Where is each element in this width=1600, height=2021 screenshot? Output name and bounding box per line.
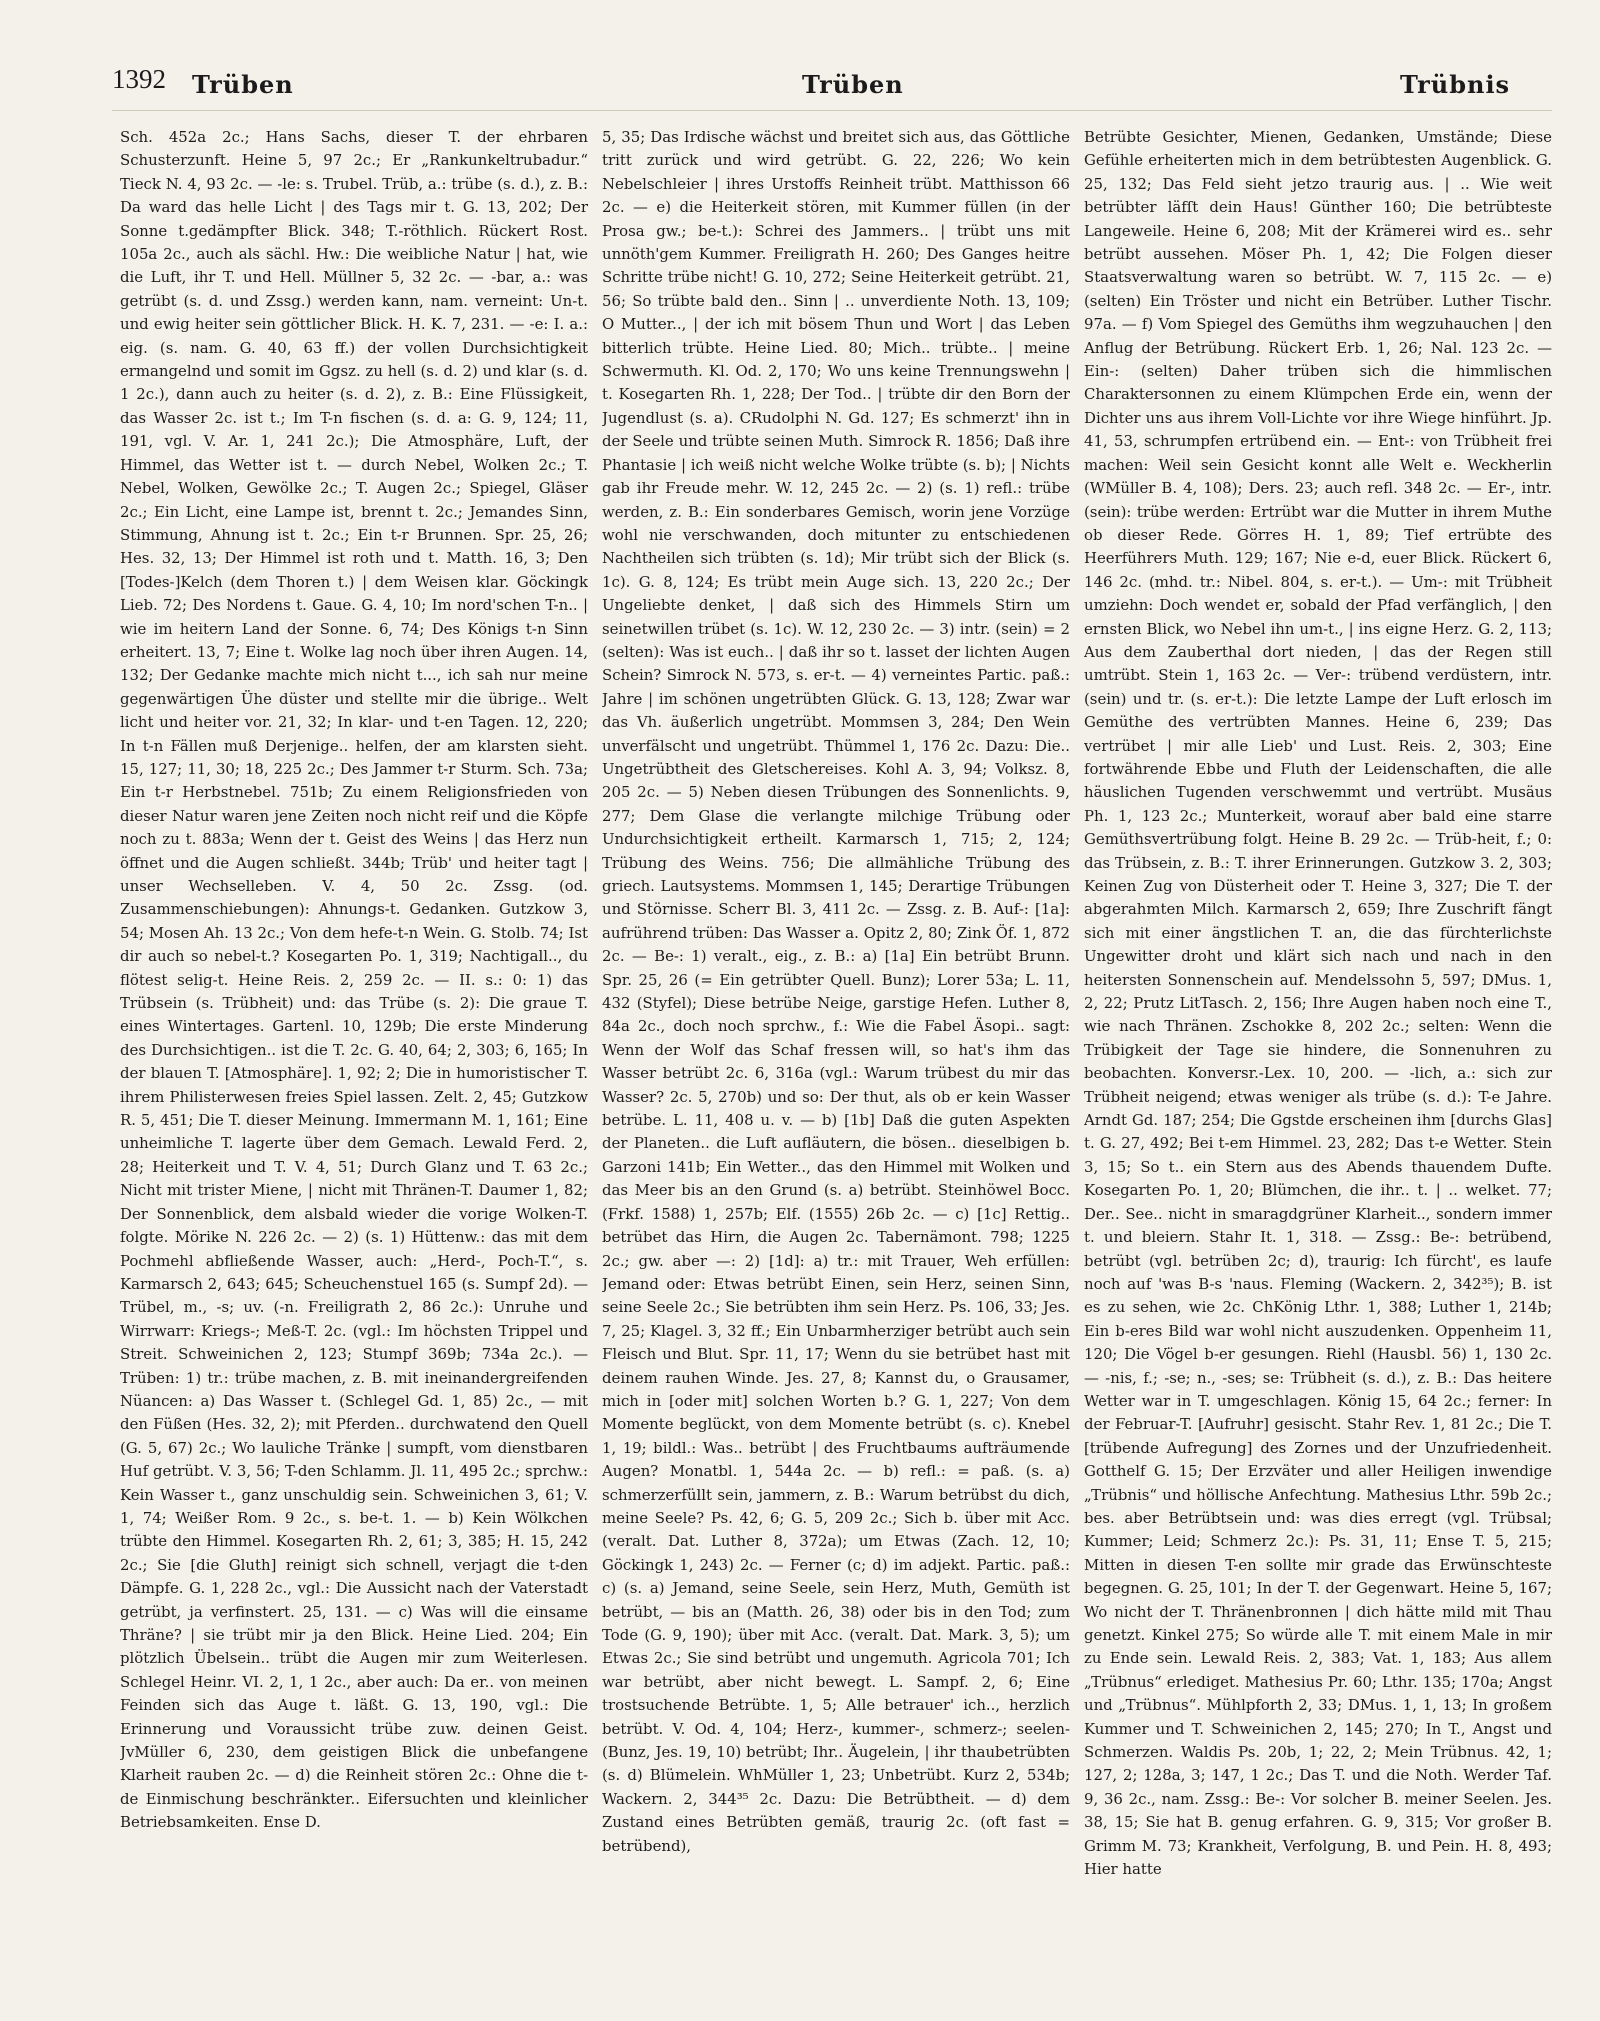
page-number: 1392	[112, 64, 166, 94]
column-middle	[602, 126, 1070, 1986]
header-rule	[112, 110, 1552, 111]
column-right	[1084, 126, 1552, 1986]
column-text: 5, 35; Das Irdische wächst und breitet sich aus, das Göttliche tritt zurück und wird getrübt. G. 22, 226; Wo kein Nebelschleier | ihres Urstoffs Reinheit trübt. Matthisson 66 2c. — e) die Heiterkeit stören, mit Kummer füllen (in der Prosa gw.; be-t.): Schrei des Jammers.. | trübt uns mit unnöth'gem Kummer. Freiligrath H. 260; Des Ganges heitre Schritte trübe nicht! G. 10, 272; Seine Heiterkeit getrübt. 21, 56; So trübte bald den.. Sinn | .. unverdiente Noth. 13, 109; O Mutter.., | der ich mit bösem Thun und Wort | das Leben bitterlich trübte. Heine Lied. 80; Mich.. trübte.. | meine Schwermuth. Kl. Od. 2, 170; Wo uns keine Trennungswehn | t. Kosegarten Rh. 1, 228; Der Tod.. | trübte dir den Born der Jugendlust (s. a). CRudolphi N. Gd. 127; Es schmerzt' ihn in der Seele und trübte seinen Muth. Simrock R. 1856; Daß ihre Phantasie | ich weiß nicht welche Wolke trübte (s. b); | Nichts gab ihr Freude mehr. W. 12, 245 2c. — 2) (s. 1) refl.: trübe werden, z. B.: Ein sonderbares Gemisch, worin jene Vorzüge wohl nie verschwanden, doch mitunter zu entschiedenen Nachtheilen sich trübten (s. 1d); Mir trübt sich der Blick (s. 1c). G. 8, 124; Es trübt mein Auge sich. 13, 220 2c.; Der Ungeliebte denket, | daß sich des Himmels Stirn um seinetwillen trübet (s. 1c). W. 12, 230 2c. — 3) intr. (sein) = 2 (selten): Was ist euch.. | daß ihr so t. lasset der lichten Augen Schein? Simrock N. 573, s. er-t. — 4) verneintes Partic. paß.: Jahre | im schönen ungetrübten Glück. G. 13, 128; Zwar war das Vh. äußerlich ungetrübt. Mommsen 3, 284; Den Wein unverfälscht und ungetrübt. Thümmel 1, 176 2c. Dazu: Die.. Ungetrübtheit des Gletschereises. Kohl A. 3, 94; Volksz. 8, 205 2c. — 5) Neben diesen Trübungen des Sonnenlichts. 9, 277; Dem Glase die verlangte milchige Trübung oder Undurchsichtigkeit ertheilt. Karmarsch 1, 715; 2, 124; Trübung des Weins. 756; Die allmähliche Trübung des griech. Lautsystems. Mommsen 1, 145; Derartige Trübungen und Störnisse. Scherr Bl. 3, 411 2c. — Zssg. z. B. Auf-: [1a]: aufrührend trüben: Das Wasser a. Opitz 2, 80; Zink Öf. 1, 872 2c. — Be-: 1) veralt., eig., z. B.: a) [1a] Ein betrübt Brunn. Spr. 25, 26 (= Ein getrübter Quell. Bunz); Lorer 53a; L. 11, 432 (Styfel); Diese betrübe Neige, garstige Hefen. Luther 8, 84a 2c., doch noch sprchw., f.: Wie die Fabel Äsopi.. sagt: Wenn der Wolf das Schaf fressen will, so hat's ihm das Wasser betrübt 2c. 6, 316a (vgl.: Warum trübest du mir das Wasser? 2c. 5, 270b) und so: Der thut, als ob er kein Wasser betrübe. L. 11, 408 u. v. — b) [1b] Daß die guten Aspekten der Planeten.. die Luft aufläutern, die bösen.. dieselbigen b. Garzoni 141b; Ein Wetter.., das den Himmel mit Wolken und das Meer bis an den Grund (s. a) betrübt. Steinhöwel Bocc. (Frkf. 1588) 1, 257b; Elf. (1555) 26b 2c. — c) [1c] Rettig.. betrübet das Hirn, die Augen 2c. Tabernämont. 798; 1225 2c.; gw. aber —: 2) [1d]: a) tr.: mit Trauer, Weh erfüllen: Jemand oder: Etwas betrübt Einen, sein Herz, seinen Sinn, seine Seele 2c.; Sie betrübten ihm sein Herz. Ps. 106, 33; Jes. 7, 25; Klagel. 3, 32 ff.; Ein Unbarmherziger betrübt auch sein Fleisch und Blut. Spr. 11, 17; Wenn du sie betrübet hast mit deinem rauhen Winde. Jes. 27, 8; Kannst du, o Grausamer, mich in [oder mit] solchen Worten b.? G. 1, 227; Von dem Momente beglückt, von dem Momente betrübt (s. c). Knebel 1, 19; bildl.: Was.. betrübt | des Fruchtbaums aufträumende Augen? Monatbl. 1, 544a 2c. — b) refl.: = paß. (s. a) schmerzerfüllt sein, jammern, z. B.: Warum betrübst du dich, meine Seele? Ps. 42, 6; G. 5, 209 2c.; Sich b. über mit Acc. (veralt. Dat. Luther 8, 372a); um Etwas (Zach. 12, 10; Göckingk 1, 243) 2c. — Ferner (c; d) im adjekt. Partic. paß.: c) (s. a) Jemand, seine Seele, sein Herz, Muth, Gemüth ist betrübt, — bis an (Matth. 26, 38) oder bis in den Tod; zum Tode (G. 9, 190); über mit Acc. (veralt. Dat. Mark. 3, 5); um Etwas 2c.; Sie sind betrübt und ungemuth. Agricola 701; Ich war betrübt, aber nicht bewegt. L. Sampf. 2, 6; Eine trostsuchende Betrübte. 1, 5; Alle betrauer' ich.., herzlich betrübt. V. Od. 4, 104; Herz-, kummer-, schmerz-; seelen- (Bunz, Jes. 19, 10) betrübt; Ihr.. Äugelein, | ihr thaubetrübten (s. d) Blümelein. WhMüller 1, 23; Unbetrübt. Kurz 2, 534b; Wackern. 2, 344³⁵ 2c. Dazu: Die Betrübtheit. — d) dem Zustand eines Betrübten gemäß, traurig 2c. (oft fast = betrübend),	[602, 128, 1070, 1855]
running-head-center: Trüben	[802, 70, 904, 99]
page-header	[112, 64, 1544, 104]
text-columns	[120, 126, 1552, 1986]
column-text: Sch. 452a 2c.; Hans Sachs, dieser T. der ehrbaren Schusterzunft. Heine 5, 97 2c.; Er „Rankunkeltrubadur.“ Tieck N. 4, 93 2c. — -le: s. Trubel. Trüb, a.: trübe (s. d.), z. B.: Da ward das helle Licht | des Tags mir t. G. 13, 202; Der Sonne t.gedämpfter Blick. 348; T.-röthlich. Rückert Rost. 105a 2c., auch als sächl. Hw.: Die weibliche Natur | hat, wie die Luft, ihr T. und Hell. Müllner 5, 32 2c. — -bar, a.: was getrübt (s. d. und Zssg.) werden kann, nam. verneint: Un-t. und ewig heiter sein göttlicher Blick. H. K. 7, 231. — -e: I. a.: eig. (s. nam. G. 40, 63 ff.) der vollen Durchsichtigkeit ermangelnd und somit im Ggsz. zu hell (s. d. 2) und klar (s. d. 1 2c.), dann auch zu heiter (s. d. 2), z. B.: Eine Flüssigkeit, das Wasser 2c. ist t.; Im T-n fischen (s. d. a: G. 9, 124; 11, 191, vgl. V. Ar. 1, 241 2c.); Die Atmosphäre, Luft, der Himmel, das Wetter ist t. — durch Nebel, Wolken 2c.; T. Nebel, Wolken, Gewölke 2c.; T. Augen 2c.; Spiegel, Gläser 2c.; Ein Licht, eine Lampe ist, brennt t. 2c.; Jemandes Sinn, Stimmung, Ahnung ist t. 2c.; Ein t-r Brunnen. Spr. 25, 26; Hes. 32, 13; Der Himmel ist roth und t. Matth. 16, 3; Den [Todes-]Kelch (dem Thoren t.) | dem Weisen klar. Göckingk Lieb. 72; Des Nordens t. Gaue. G. 4, 10; Im nord'schen T-n.. | wie im heitern Land der Sonne. 6, 74; Des Königs t-n Sinn erheitert. 13, 7; Eine t. Wolke lag noch über ihren Augen. 14, 132; Der Gedanke machte mich nicht t..., ich sah nur meine gegenwärtigen Ühe düster und stellte mir die übrige.. Welt licht und heiter vor. 21, 32; In klar- und t-en Tagen. 12, 220; In t-n Fällen muß Derjenige.. helfen, der am klarsten sieht. 15, 127; 11, 30; 18, 225 2c.; Des Jammer t-r Sturm. Sch. 73a; Ein t-r Herbstnebel. 751b; Zu einem Religionsfrieden von dieser Natur waren jene Zeiten noch nicht reif und die Köpfe noch zu t. 883a; Wenn der t. Geist des Weins | das Herz nun öffnet und die Augen schließt. 344b; Trüb' und heiter tagt | unser Wechselleben. V. 4, 50 2c. Zssg. (od. Zusammenschiebungen): Ahnungs-t. Gedanken. Gutzkow 3, 54; Mosen Ah. 13 2c.; Von dem hefe-t-n Wein. G. Stolb. 74; Ist dir auch so nebel-t.? Kosegarten Po. 1, 319; Nachtigall.., du flötest selig-t. Heine Reis. 2, 259 2c. — II. s.: 0: 1) das Trübsein (s. Trübheit) und: das Trübe (s. 2): Die graue T. eines Wintertages. Gartenl. 10, 129b; Die erste Minderung des Durchsichtigen.. ist die T. 2c. G. 40, 64; 2, 303; 6, 165; In der blauen T. [Atmosphäre]. 1, 92; 2; Die in humoristischer T. ihrem Philisterwesen freies Spiel lassen. Zelt. 2, 45; Gutzkow R. 5, 451; Die T. dieser Meinung. Immermann M. 1, 161; Eine unheimliche T. lagerte über dem Gemach. Lewald Ferd. 2, 28; Heiterkeit und T. V. 4, 51; Durch Glanz und T. 63 2c.; Nicht mit trister Miene, | nicht mit Thränen-T. Daumer 1, 82; Der Sonnenblick, dem alsbald wieder die vorige Wolken-T. folgte. Mörike N. 226 2c. — 2) (s. 1) Hüttenw.: das mit dem Pochmehl abfließende Wasser, auch: „Herd-, Poch-T.“, s. Karmarsch 2, 643; 645; Scheuchenstuel 165 (s. Sumpf 2d). — Trübel, m., -s; uv. (-n. Freiligrath 2, 86 2c.): Unruhe und Wirrwarr: Kriegs-; Meß-T. 2c. (vgl.: Im höchsten Trippel und Streit. Schweinichen 2, 123; Stumpf 369b; 734a 2c.). — Trüben: 1) tr.: trübe machen, z. B. mit ineinandergreifenden Nüancen: a) Das Wasser t. (Schlegel Gd. 1, 85) 2c., — mit den Füßen (Hes. 32, 2); mit Pferden.. durchwatend den Quell (G. 5, 67) 2c.; Wo lauliche Tränke | sumpft, vom dienstbaren Huf getrübt. V. 3, 56; T-den Schlamm. Jl. 11, 495 2c.; sprchw.: Kein Wasser t., ganz unschuldig sein. Schweinichen 3, 61; V. 1, 74; Weißer Rom. 9 2c., s. be-t. 1. — b) Kein Wölkchen trübte den Himmel. Kosegarten Rh. 2, 61; 3, 385; H. 15, 242 2c.; Sie [die Gluth] reinigt sich schnell, verjagt die t-den Dämpfe. G. 1, 228 2c., vgl.: Die Aussicht nach der Vaterstadt getrübt, ja verfinstert. 25, 131. — c) Was will die einsame Thräne? | sie trübt mir ja den Blick. Heine Lied. 204; Ein plötzlich Übelsein.. trübt die Augen mir zum Weiterlesen. Schlegel Heinr. VI. 2, 1, 1 2c., aber auch: Da er.. von meinen Feinden sich das Auge t. läßt. G. 13, 190, vgl.: Die Erinnerung und Voraussicht trübe zuw. deinen Geist. JvMüller 6, 230, dem geistigen Blick die unbefangene Klarheit rauben 2c. — d) die Reinheit stören 2c.: Ohne die t-de Einmischung beschränkter.. Eifersuchten und kleinlicher Betriebsamkeiten. Ense D.	[120, 128, 588, 1832]
column-text: Betrübte Gesichter, Mienen, Gedanken, Umstände; Diese Gefühle erheiterten mich in dem betrübtesten Augenblick. G. 25, 132; Das Feld sieht jetzo traurig aus. | .. Wie weit betrübter läfſt dein Haus! Günther 160; Die betrübteste Langeweile. Heine 6, 208; Mit der Krämerei wird es.. sehr betrübt aussehen. Möser Ph. 1, 42; Die Folgen dieser Staatsverwaltung waren so betrübt. W. 7, 115 2c. — e) (selten) Ein Tröster und nicht ein Betrüber. Luther Tischr. 97a. — f) Vom Spiegel des Gemüths ihm wegzuhauchen | den Anflug der Betrübung. Rückert Erb. 1, 26; Nal. 123 2c. — Ein-: (selten) Daher trüben sich die himmlischen Charaktersonnen zu einem Klümpchen Erde ein, wenn der Dichter uns aus ihrem Voll-Lichte vor ihre Wiege hinführt. Jp. 41, 53, schrumpfen ertrübend ein. — Ent-: von Trübheit frei machen: Weil sein Gesicht konnt alle Welt e. Weckherlin (WMüller B. 4, 108); Ders. 23; auch refl. 348 2c. — Er-, intr. (sein): trübe werden: Ertrübt war die Mutter in ihrem Muthe ob dieser Rede. Görres H. 1, 89; Tief ertrübte des Heerführers Muth. 129; 167; Nie e-d, euer Blick. Rückert 6, 146 2c. (mhd. tr.: Nibel. 804, s. er-t.). — Um-: mit Trübheit umziehn: Doch wendet er, sobald der Pfad verfänglich, | den ernsten Blick, wo Nebel ihn um-t., | ins eigne Herz. G. 2, 113; Aus dem Zauberthal dort nieden, | das der Regen still umtrübt. Stein 1, 163 2c. — Ver-: trübend verdüstern, intr. (sein) und tr. (s. er-t.): Die letzte Lampe der Luft erlosch im Gemüthe des vertrübten Mannes. Heine 6, 239; Das vertrübet | mir alle Lieb' und Lust. Reis. 2, 303; Eine fortwährende Ebbe und Fluth der Leidenschaften, die alle häuslichen Tugenden verschwemmt und vertrübt. Musäus Ph. 1, 123 2c.; Munterkeit, worauf aber bald eine starre Gemüthsvertrübung folgt. Heine B. 29 2c. — Trüb-heit, f.; 0: das Trübsein, z. B.: T. ihrer Erinnerungen. Gutzkow 3. 2, 303; Keinen Zug von Düsterheit oder T. Heine 3, 327; Die T. der abgerahmten Milch. Karmarsch 2, 659; Ihre Zuschrift fängt sich mit einer ängstlichen T. an, die das fürchterlichste Ungewitter droht und klärt sich nach und nach in den heitersten Sonnenschein auf. Mendelssohn 5, 597; DMus. 1, 2, 22; Prutz LitTasch. 2, 156; Ihre Augen haben noch eine T., wie nach Thränen. Zschokke 8, 202 2c.; selten: Wenn die Trübigkeit der Tage sie hindere, die Sonnenuhren zu beobachten. Konversr.-Lex. 10, 200. — -lich, a.: sich zur Trübheit neigend; etwas weniger als trübe (s. d.): T-e Jahre. Arndt Gd. 187; 254; Die Ggstde erscheinen ihm [durchs Glas] t. G. 27, 492; Bei t-em Himmel. 23, 282; Das t-e Wetter. Stein 3, 15; So t.. ein Stern aus des Abends thauendem Dufte. Kosegarten Po. 1, 20; Blümchen, die ihr.. t. | .. welket. 77; Der.. See.. nicht in smaragdgrüner Klarheit.., sondern immer t. und bleiern. Stahr It. 1, 318. — Zssg.: Be-: betrübend, betrübt (vgl. betrüben 2c; d), traurig: Ich fürcht', es laufe noch auf 'was B-s 'naus. Fleming (Wackern. 2, 342³⁵); B. ist es zu sehen, wie 2c. ChKönig Lthr. 1, 388; Luther 1, 214b; Ein b-eres Bild war wohl nicht auszudenken. Oppenheim 11, 120; Die Vögel b-er gesungen. Riehl (Hausbl. 56) 1, 130 2c. — -nis, f.; -se; n., -ses; se: Trübheit (s. d.), z. B.: Das heitere Wetter war in T. umgeschlagen. König 15, 64 2c.; ferner: In der Februar-T. [Aufruhr] gesischt. Stahr Rev. 1, 81 2c.; Die T. [trübende Aufregung] des Zornes und der Unzufriedenheit. Gotthelf G. 15; Der Erzväter und aller Heiligen inwendige „Trübnis“ und höllische Anfechtung. Mathesius Lthr. 59b 2c.; bes. aber Betrübtsein und: was dies erregt (vgl. Trübsal; Kummer; Leid; Schmerz 2c.): Ps. 31, 11; Ense T. 5, 215; Mitten in diesen T-en sollte mir grade das Erwünschteste begegnen. G. 25, 101; In der T. der Gegenwart. Heine 5, 167; Wo nicht der T. Thränenbronnen | dich hätte mild mit Thau genetzt. Kinkel 275; So würde alle T. mit einem Male in mir zu Ende sein. Lewald Reis. 2, 383; Vat. 1, 183; Aus allem „Trübnus“ erlediget. Mathesius Pr. 60; Lthr. 135; 170a; Angst und „Trübnus“. Mühlpforth 2, 33; DMus. 1, 1, 13; In großem Kummer und T. Schweinichen 2, 145; 270; In T., Angst und Schmerzen. Waldis Ps. 20b, 1; 22, 2; Mein Trübnus. 42, 1; 127, 2; 128a, 3; 147, 1 2c.; Das T. und die Noth. Werder Taf. 9, 36 2c., nam. Zssg.: Be-: Vor solcher B. meiner Seelen. Jes. 38, 15; Sie hat B. genug erfahren. G. 9, 315; Vor großer B. Grimm M. 73; Krankheit, Verfolgung, B. und Pein. H. 8, 493; Hier hatte	[1084, 128, 1552, 1879]
running-head-left: Trüben	[192, 70, 294, 99]
running-head-right: Trübnis	[1400, 70, 1511, 99]
column-left	[120, 126, 588, 1986]
